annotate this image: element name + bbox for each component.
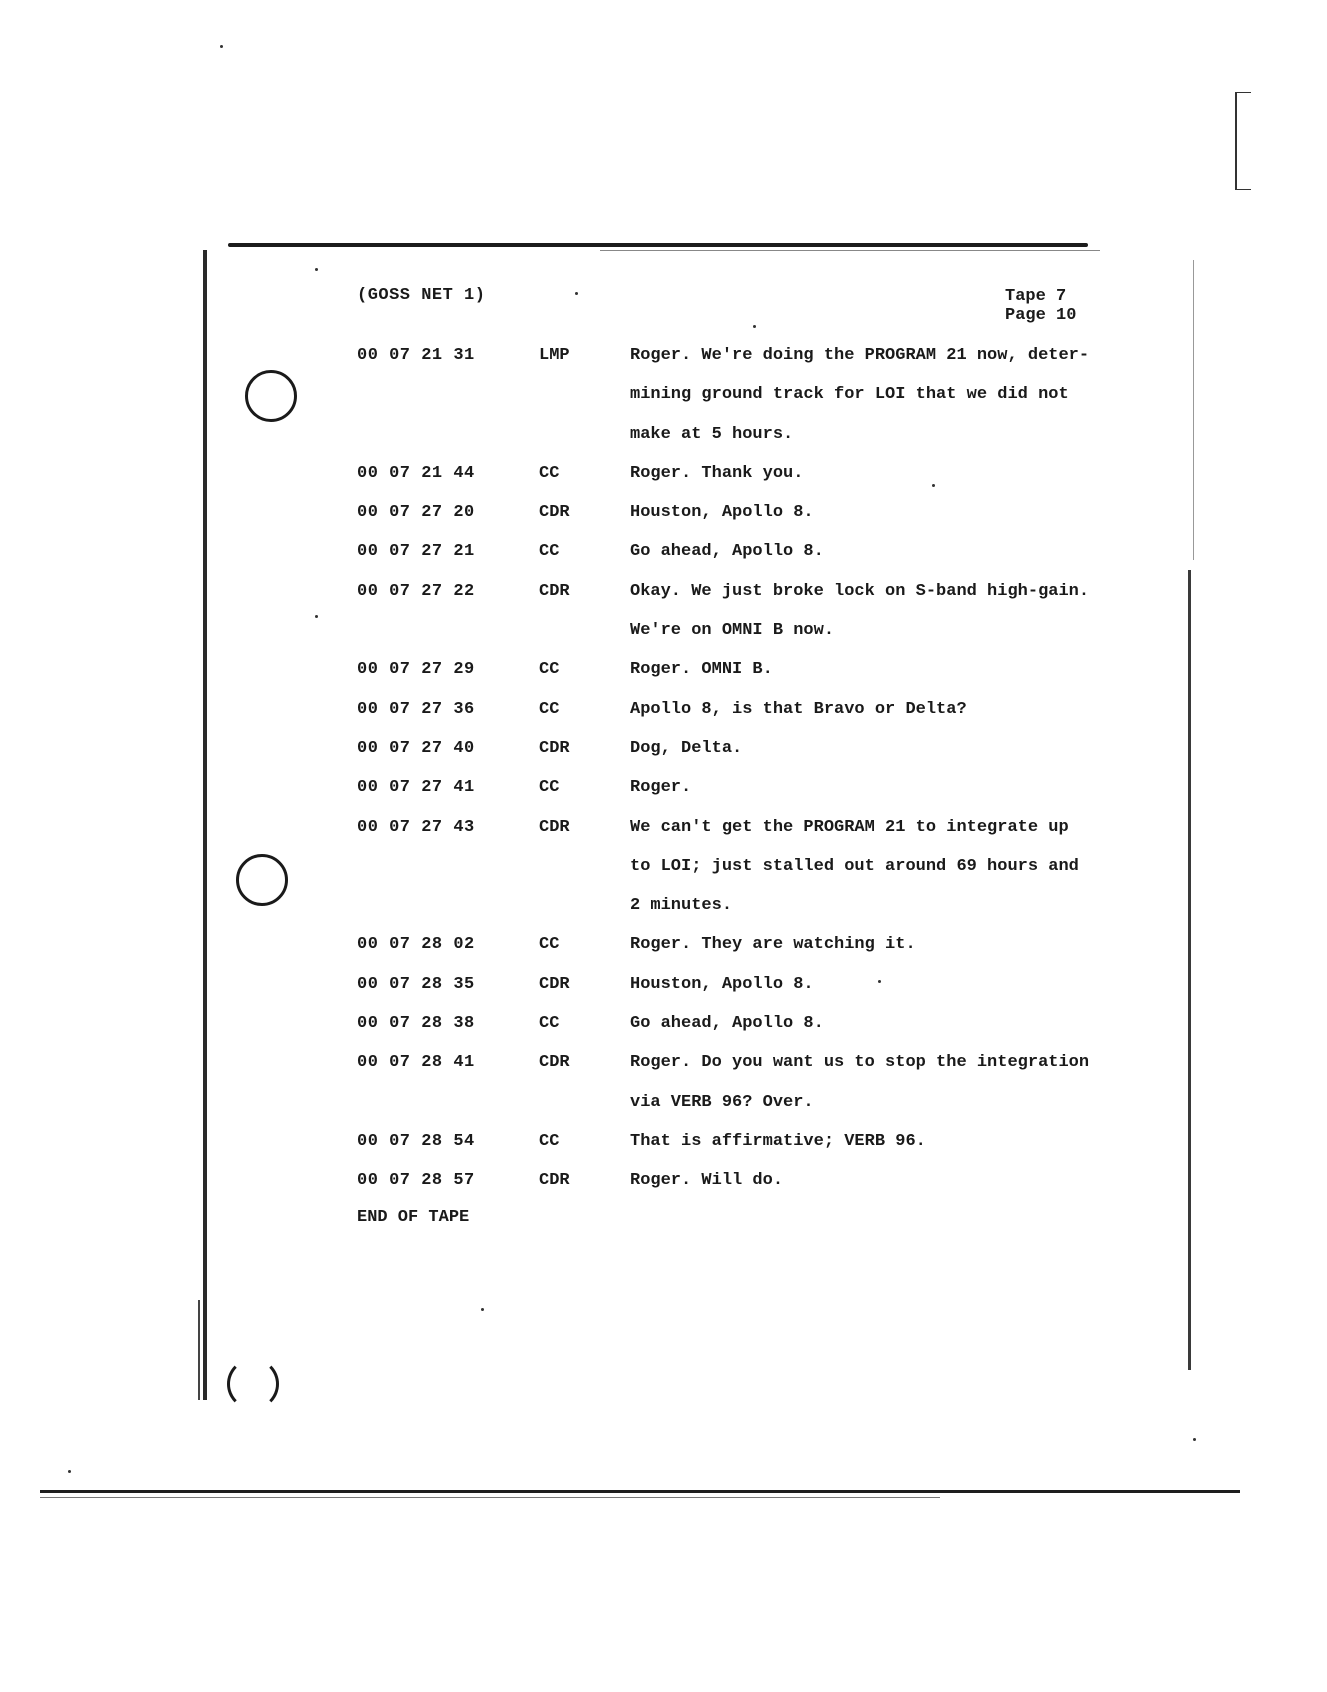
transcript-line xyxy=(357,338,1137,377)
utterance: That is affirmative; VERB 96. xyxy=(630,1131,926,1151)
timestamp: 00 07 27 41 xyxy=(357,778,475,798)
speaker: CC xyxy=(539,1014,560,1034)
end-of-tape-label: END OF TAPE xyxy=(357,1208,470,1227)
transcript-line xyxy=(357,456,1137,495)
page-frame-left-rule-lower xyxy=(198,1300,200,1400)
speaker: CDR xyxy=(539,974,570,994)
transcript-line xyxy=(357,927,1137,966)
speaker: CDR xyxy=(539,581,570,601)
transcript-line xyxy=(357,1124,1137,1163)
transcript-line xyxy=(357,495,1137,534)
utterance: Roger. Do you want us to stop the integration xyxy=(630,1053,1090,1073)
transcript-line xyxy=(357,1085,1137,1124)
scan-speck xyxy=(481,1308,484,1311)
speaker: CDR xyxy=(539,503,570,523)
speaker: CC xyxy=(539,935,560,955)
transcript-line xyxy=(357,652,1137,691)
utterance: Go ahead, Apollo 8. xyxy=(630,1014,824,1034)
utterance: Roger. OMNI B. xyxy=(630,660,773,680)
utterance: Roger. Will do. xyxy=(630,1171,784,1191)
page-frame-top-rule xyxy=(228,243,1088,247)
transcript-line xyxy=(357,810,1137,849)
binder-hole-icon xyxy=(236,854,288,906)
transcript-line xyxy=(357,613,1137,652)
timestamp: 00 07 28 35 xyxy=(357,974,475,994)
transcript-line xyxy=(357,849,1137,888)
timestamp: 00 07 21 31 xyxy=(357,346,475,365)
speaker: CC xyxy=(539,660,560,680)
timestamp: 00 07 27 20 xyxy=(357,503,475,523)
timestamp: 00 07 21 44 xyxy=(357,463,475,483)
page-frame-top-faint-rule xyxy=(600,250,1100,251)
page-frame-bottom-rule xyxy=(40,1490,1240,1493)
utterance: Roger. We're doing the PROGRAM 21 now, deter- xyxy=(630,346,1090,365)
utterance: Houston, Apollo 8. xyxy=(630,974,814,994)
speaker: CDR xyxy=(539,1171,570,1191)
bracket-mark xyxy=(1235,92,1251,190)
page-number: Page 10 xyxy=(1005,306,1077,325)
scan-speck xyxy=(878,980,881,983)
transcript-line xyxy=(357,1006,1137,1045)
timestamp: 00 07 27 21 xyxy=(357,542,475,562)
utterance: Roger. Thank you. xyxy=(630,463,804,483)
scan-speck xyxy=(68,1470,71,1473)
speaker: CC xyxy=(539,463,560,483)
utterance: Houston, Apollo 8. xyxy=(630,503,814,523)
tape-number: Tape 7 xyxy=(1005,287,1067,306)
transcript-line xyxy=(357,731,1137,770)
transcript-line xyxy=(357,377,1137,416)
transcript-line xyxy=(357,417,1137,456)
speaker: CDR xyxy=(539,1053,570,1073)
utterance: Dog, Delta. xyxy=(630,738,743,758)
binder-hole-icon xyxy=(227,1358,279,1410)
transcript-line xyxy=(357,770,1137,809)
utterance: 2 minutes. xyxy=(630,896,733,916)
page-frame-bottom-faint-rule xyxy=(40,1497,940,1498)
utterance: Apollo 8, is that Bravo or Delta? xyxy=(630,699,967,719)
timestamp: 00 07 27 43 xyxy=(357,817,475,837)
transcript-line xyxy=(357,1045,1137,1084)
speaker: LMP xyxy=(539,346,570,365)
transcript-line xyxy=(357,534,1137,573)
scan-speck xyxy=(315,615,318,618)
utterance: Go ahead, Apollo 8. xyxy=(630,542,824,562)
scan-speck xyxy=(753,325,756,328)
utterance: Roger. xyxy=(630,778,692,798)
utterance: via VERB 96? Over. xyxy=(630,1092,814,1112)
speaker: CC xyxy=(539,1131,560,1151)
page-frame-right-faint-rule xyxy=(1193,260,1194,560)
speaker: CDR xyxy=(539,817,570,837)
page-frame-right-rule xyxy=(1188,570,1191,1370)
timestamp: 00 07 28 02 xyxy=(357,935,475,955)
transcript-line xyxy=(357,692,1137,731)
transcript-line xyxy=(357,574,1137,613)
timestamp: 00 07 27 36 xyxy=(357,699,475,719)
scan-speck xyxy=(315,268,318,271)
speaker: CDR xyxy=(539,738,570,758)
scan-speck xyxy=(220,45,223,48)
utterance: We're on OMNI B now. xyxy=(630,621,835,641)
utterance: Roger. They are watching it. xyxy=(630,935,916,955)
scan-speck xyxy=(575,292,578,295)
utterance: make at 5 hours. xyxy=(630,424,794,444)
timestamp: 00 07 28 38 xyxy=(357,1014,475,1034)
utterance: to LOI; just stalled out around 69 hours and xyxy=(630,856,1079,876)
transcript-line xyxy=(357,1163,1137,1202)
timestamp: 00 07 27 22 xyxy=(357,581,475,601)
scan-speck xyxy=(932,484,935,487)
page-frame-left-rule xyxy=(203,250,207,1400)
scan-speck xyxy=(1193,1438,1196,1441)
speaker: CC xyxy=(539,542,560,562)
timestamp: 00 07 28 57 xyxy=(357,1171,475,1191)
transcript-body xyxy=(357,338,1137,1203)
timestamp: 00 07 27 29 xyxy=(357,660,475,680)
binder-hole-icon xyxy=(245,370,297,422)
transcript-line xyxy=(357,967,1137,1006)
utterance: We can't get the PROGRAM 21 to integrate up xyxy=(630,817,1069,837)
speaker: CC xyxy=(539,778,560,798)
utterance: mining ground track for LOI that we did not xyxy=(630,385,1069,405)
timestamp: 00 07 28 54 xyxy=(357,1131,475,1151)
tape-page-label xyxy=(1005,287,1076,325)
speaker: CC xyxy=(539,699,560,719)
utterance: Okay. We just broke lock on S-band high-gain. xyxy=(630,581,1090,601)
timestamp: 00 07 28 41 xyxy=(357,1053,475,1073)
network-label: (GOSS NET 1) xyxy=(357,286,486,305)
transcript-line xyxy=(357,888,1137,927)
timestamp: 00 07 27 40 xyxy=(357,738,475,758)
